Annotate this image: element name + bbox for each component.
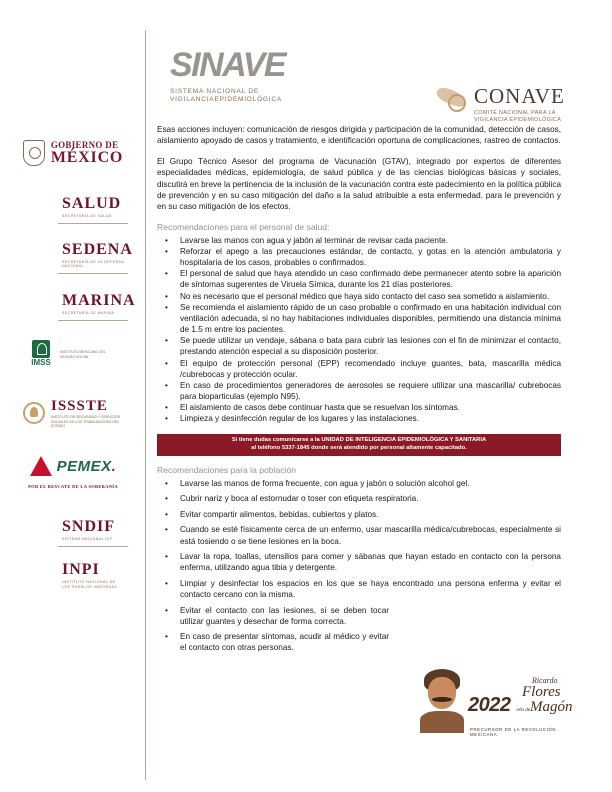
marina-logo <box>0 292 146 321</box>
issste-emblem-icon <box>23 402 45 424</box>
gobierno-de-mexico-logo <box>0 140 146 166</box>
sedena-name: SEDENA <box>62 241 133 258</box>
pemex-tagline: POR EL RESCATE DE LA SOBERANÍA <box>28 484 118 489</box>
institution-sidebar <box>0 0 146 792</box>
issste-name: ISSSTE <box>51 398 108 414</box>
intro-paragraph: Esas acciones incluyen: comunicación de riesgos dirigida y participación de la comunidad, detección de casos, aislamiento apoyado de casos y tratamiento, e identificación oportuna de complicaciones, rastreo de contactos. <box>157 125 561 146</box>
divider <box>58 546 128 547</box>
list-item: • El aislamiento de casos debe continuar hasta que se resuelvan los síntomas. <box>157 402 561 413</box>
emblem-name <box>522 677 573 715</box>
flores-magon-2022-emblem <box>418 667 578 735</box>
list-item: • Limpieza y desinfección regular de los lugares y las instalaciones. <box>157 413 561 424</box>
list-item: • Evitar compartir alimentos, bebidas, cubiertos y platos. <box>157 509 561 520</box>
health-staff-list <box>157 235 561 425</box>
main-content <box>157 124 561 658</box>
list-item: • Limpiar y desinfectar los espacios en los que se haya encontrado una persona enferma y evitar el contacto cercano con la misma. <box>157 578 561 600</box>
list-item: • Lavarse las manos de forma frecuente, con agua y jabón o solución alcohol gel. <box>157 478 561 489</box>
contact-banner <box>157 434 561 456</box>
emblem-name-second: Flores <box>522 684 561 700</box>
sndif-logo <box>0 518 146 547</box>
salud-subtitle: SECRETARÍA DE SALUD <box>62 214 112 218</box>
health-staff-heading: Recomendaciones para el personal de salud: <box>157 222 330 233</box>
inpi-logo <box>0 561 146 589</box>
list-item: • Se puede utilizar un vendaje, sábana o bata para cubrir las lesiones con el fin de minimizar el contacto, prestando atención especial a su disposición posterior. <box>157 335 561 357</box>
issste-description: INSTITUTO DE SEGURIDAD Y SERVICIOS SOCIALES DE LOS TRABAJADORES DEL ESTADO <box>51 415 121 429</box>
imss-emblem-icon <box>32 340 50 358</box>
eagle-shield-icon <box>23 140 45 166</box>
emblem-year: 2022 <box>468 694 511 716</box>
sinave-subtitle-1: SISTEMA NACIONAL DE <box>170 88 260 95</box>
list-item: • Lavarse las manos con agua y jabón al terminar de revisar cada paciente. <box>157 235 561 246</box>
list-item: • En caso de presentar síntomas, acudir al médico y evitar el contacto con otras personas. <box>157 631 389 653</box>
list-item: • Reforzar el apego a las precauciones estándar, de contacto, y gotas en la atención ambulatoria y hospitalaria de los casos, probables o confirmados. <box>157 246 561 268</box>
issste-logo <box>0 398 146 429</box>
emblem-name-first: Ricardo <box>532 676 558 685</box>
marina-name: MARINA <box>62 292 136 309</box>
sinave-logo <box>170 48 285 105</box>
contact-banner-line-2: al teléfono 5337-1845 donde será atendido por personal altamente capacitado. <box>251 445 467 452</box>
conave-subtitle-1: COMITÉ NACIONAL PARA LA <box>474 110 556 116</box>
list-item: • Se recomienda el aislamiento rápido de un caso probable o confirmado en una habitación individual con ventilación adecuada, si no hay habitaciones individuales disponibles, permitiendo una distancia mínima de 1.5 m entre los pacientes. <box>157 302 561 335</box>
list-item: • Cuando se esté físicamente cerca de un enfermo, usar mascarilla médica/cubrebocas, especialmente si está tosiendo o se tiene lesiones en la boca. <box>157 524 561 546</box>
conave-subtitle-2: VIGILANCIA EPIDEMIOLÓGICA <box>474 116 562 123</box>
inpi-name: INPI <box>62 561 100 578</box>
imss-logo <box>0 340 146 370</box>
sndif-name: SNDIF <box>62 518 116 535</box>
emblem-ano: Año de <box>516 707 531 712</box>
emblem-tagline: PRECURSOR DE LA REVOLUCIÓN MEXICANA <box>470 727 557 737</box>
conave-wordmark: CONAVE <box>474 84 565 108</box>
sndif-subtitle: SISTEMA NACIONAL DIF <box>62 537 113 541</box>
pemex-logo: PEMEX. POR EL RESCATE DE LA SOBERANÍA <box>0 456 146 489</box>
conave-logo <box>434 86 565 123</box>
gobierno-label: GOBIERNO DE <box>50 139 119 150</box>
pemex-flame-icon <box>30 456 52 476</box>
list-item: • Evitar el contacto con las lesiones, si se deben tocar utilizar guantes y desechar de forma correcta. <box>157 605 389 627</box>
list-item: • El personal de salud que haya atendido un caso confirmado debe permanecer atento sobre la aparición de síntomas sugerentes de Viruela Símica, durante los 21 días posteriores. <box>157 268 561 290</box>
sinave-wordmark: SINAVE <box>170 46 286 84</box>
list-item: • Cubrir nariz y boca al estornudar o toser con etiqueta respiratoria. <box>157 493 561 504</box>
mexico-label: MÉXICO <box>50 148 124 166</box>
list-item: • El equipo de protección personal (EPP) recomendado incluye guantes, bata, mascarilla médica /cubrebocas y protección ocular. <box>157 358 561 380</box>
contact-banner-line-1: Si tiene dudas comunicarse a la UNIDAD DE INTELIGENCIA EPIDEMIOLÓGICA Y SANITARIA <box>231 437 487 444</box>
salud-logo <box>0 195 146 224</box>
divider <box>58 223 128 224</box>
portrait-icon <box>418 667 466 733</box>
population-list <box>157 478 561 654</box>
mexico-map-icon <box>434 86 470 116</box>
gtav-paragraph: El Grupo Técnico Asesor del programa de Vacunación (GTAV), integrado por expertos de diferentes especialidades médicas, epidemiología, de salud pública y de las ciencias biológicas básicas y sociales, discutirá en breve la pertinencia de la inclusión de la vacunación contra este padecimiento en la política pública de prevención y en su caso mitigación del daño a la salud atribuible a esta enfermedad. para le prevención y en su caso mitigación de los efectos. <box>157 157 561 211</box>
divider <box>58 273 128 274</box>
sinave-subtitle-2: VIGILANCIAEPIDEMIOLÓGICA <box>170 96 283 104</box>
list-item: • Lavar la ropa, toallas, utensilios para comer y sábanas que hayan estado en contacto con la persona enferma, utilizando agua tibia y detergente. <box>157 551 561 573</box>
list-item: • En caso de procedimientos generadores de aerosoles se requiere utilizar una mascarilla/ cubrebocas para bioparticulas (ejemplo N95). <box>157 380 561 402</box>
population-heading: Recomendaciones para la población <box>157 465 297 476</box>
marina-subtitle: SECRETARÍA DE MARINA <box>62 311 115 315</box>
sedena-logo <box>0 241 146 274</box>
imss-name: IMSS <box>31 358 51 367</box>
list-item: • No es necesario que el personal médico que haya sido contacto del caso sea sometido a aislamiento. <box>157 291 561 302</box>
divider <box>58 320 128 321</box>
emblem-name-third: Magón <box>530 699 573 715</box>
imss-description: INSTITUTO MEXICANO DEL SEGURO SOCIAL <box>60 350 106 359</box>
inpi-subtitle-2: LOS PUEBLOS INDÍGENAS <box>62 585 118 589</box>
pemex-name: PEMEX <box>56 457 112 475</box>
sedena-subtitle: SECRETARÍA DE LA DEFENSA NACIONAL <box>62 260 125 268</box>
inpi-subtitle-1: INSTITUTO NACIONAL DE <box>62 580 116 584</box>
salud-name: SALUD <box>62 195 122 212</box>
